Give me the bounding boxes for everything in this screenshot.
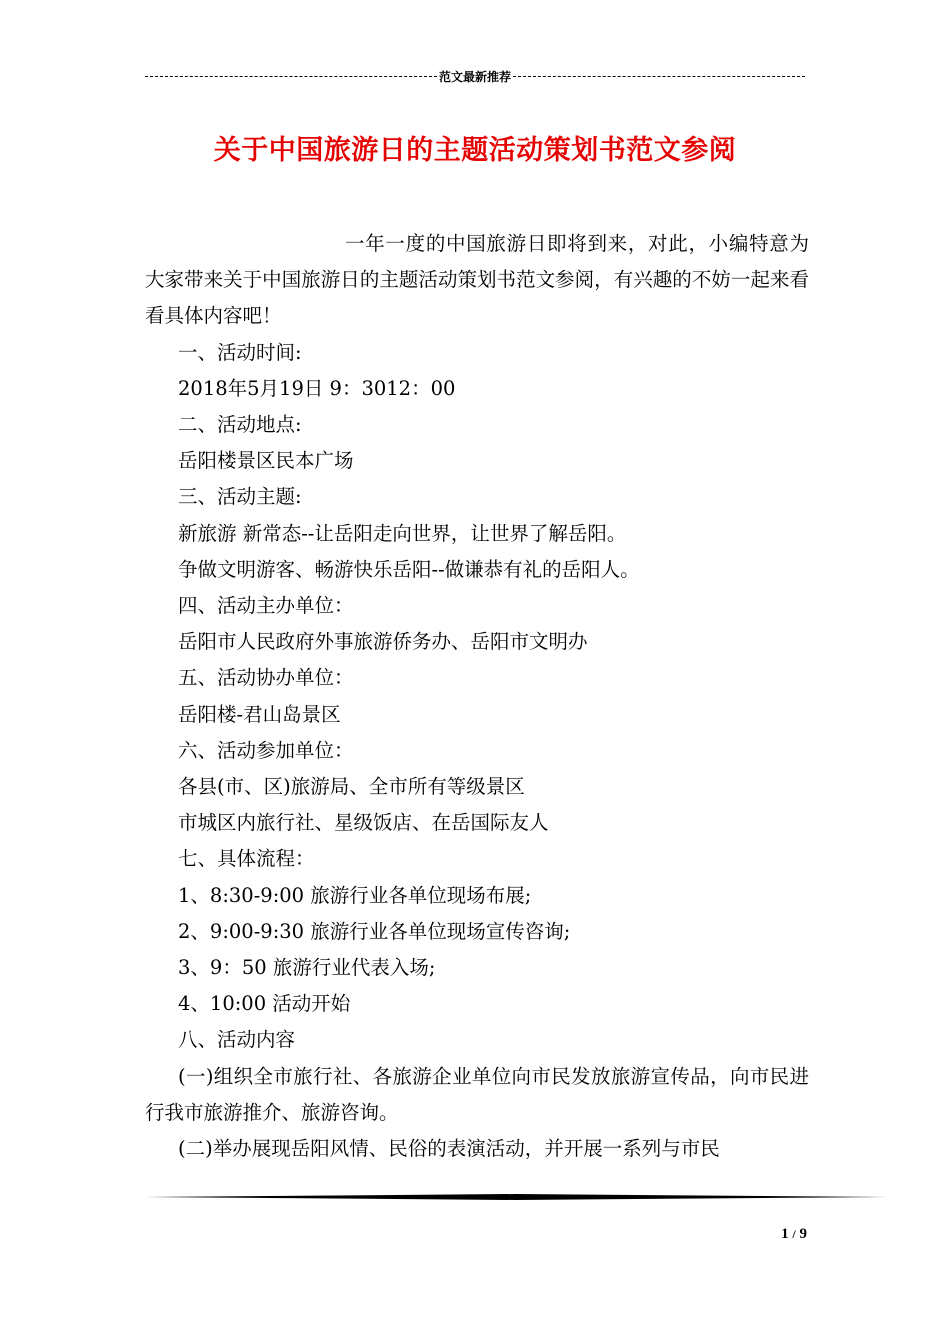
page-header (145, 68, 805, 84)
organizer-list: 岳阳市人民政府外事旅游侨务办、岳阳市文明办 (178, 630, 588, 654)
content-paragraph-1: (一)组织全市旅行社、各旅游企业单位向市民发放旅游宣传品，向市民进行我市旅游推介、旅游咨询。 (145, 1064, 809, 1124)
section-heading-location: 二、活动地点: (178, 413, 302, 437)
document-body (145, 226, 809, 1167)
content-paragraph-2: (二)举办展现岳阳风情、民俗的表演活动，并开展一系列与市民 (178, 1137, 720, 1161)
footer-divider (145, 1194, 888, 1200)
process-step-4: 4、10:00 活动开始 (178, 992, 351, 1016)
participants-line-1: 各县(市、区)旅游局、全市所有等级景区 (178, 775, 525, 799)
process-step-1: 1、8:30-9:00 旅游行业各单位现场布展; (178, 883, 532, 907)
page-total: 9 (799, 1226, 807, 1242)
section-heading-participants: 六、活动参加单位： (178, 738, 354, 762)
section-heading-co-organizer: 五、活动协办单位： (178, 666, 354, 690)
co-organizer-list: 岳阳楼-君山岛景区 (178, 702, 341, 726)
document-title: 关于中国旅游日的主题活动策划书范文参阅 (213, 135, 737, 166)
theme-line-1: 新旅游 新常态--让岳阳走向世界，让世界了解岳阳。 (178, 521, 627, 545)
process-step-3: 3、9：50 旅游行业代表入场; (178, 956, 436, 980)
intro-paragraph: 一年一度的中国旅游日即将到来，对此，小编特意为大家带来关于中国旅游日的主题活动策划书范文参阅，有兴趣的不妨一起来看看具体内容吧！ (145, 232, 809, 328)
event-location: 岳阳楼景区民本广场 (178, 449, 354, 473)
section-heading-process: 七、具体流程： (178, 847, 315, 871)
page-separator: / (792, 1227, 796, 1241)
theme-line-2: 争做文明游客、畅游快乐岳阳--做谦恭有礼的岳阳人。 (178, 557, 640, 581)
section-heading-theme: 三、活动主题: (178, 485, 302, 509)
page-current: 1 (781, 1226, 789, 1242)
page-number (740, 1226, 807, 1243)
header-label: 范文最新推荐 (439, 69, 512, 84)
section-heading-organizer: 四、活动主办单位： (178, 594, 354, 618)
section-heading-time: 一、活动时间: (178, 340, 302, 364)
section-heading-content: 八、活动内容 (178, 1028, 296, 1052)
process-step-2: 2、9:00-9:30 旅游行业各单位现场宣传咨询; (178, 919, 571, 943)
participants-line-2: 市城区内旅行社、星级饭店、在岳国际友人 (178, 811, 549, 835)
header-dash-right (513, 76, 805, 77)
event-date: 2018年5月19日 9：3012：00 (178, 376, 456, 400)
header-dash-left (145, 76, 437, 77)
